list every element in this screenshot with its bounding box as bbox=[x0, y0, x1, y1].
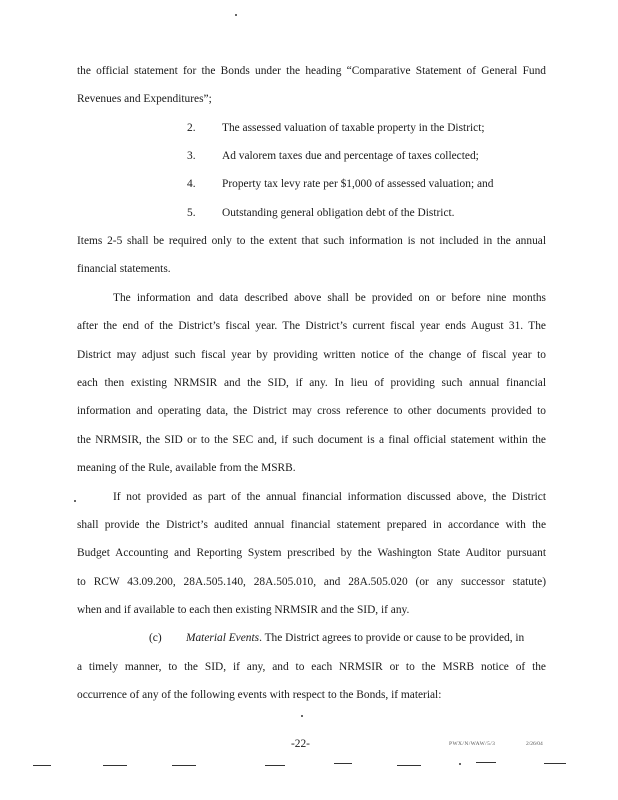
scan-artifact bbox=[33, 765, 51, 766]
list-item: Ad valorem taxes due and percentage of taxes collected; bbox=[222, 150, 479, 162]
section-heading: Material Events bbox=[186, 632, 260, 644]
scan-artifact bbox=[476, 762, 496, 763]
body-line: when and if available to each then existing NRMSIR and the SID, if any. bbox=[77, 604, 410, 616]
document-date-code: 2/26/04 bbox=[526, 741, 543, 747]
body-line: the official statement for the Bonds under the heading “Comparative Statement of General Fund bbox=[77, 65, 546, 77]
body-line: shall provide the District’s audited annual financial statement prepared in accordance with the bbox=[77, 519, 546, 531]
body-line: meaning of the Rule, available from the MSRB. bbox=[77, 462, 296, 474]
scan-artifact bbox=[265, 765, 285, 766]
scan-artifact bbox=[544, 763, 566, 764]
document-code: PWX/N/WAW/5/3 bbox=[449, 741, 496, 747]
page-number: -22- bbox=[291, 738, 310, 750]
body-line: after the end of the District’s fiscal year. The District’s current fiscal year ends August 31. The bbox=[77, 320, 546, 332]
list-number: 5. bbox=[187, 207, 196, 219]
scan-artifact bbox=[334, 763, 352, 764]
body-line: If not provided as part of the annual financial information discussed above, the District bbox=[113, 491, 546, 503]
body-line: to RCW 43.09.200, 28A.505.140, 28A.505.010, and 28A.505.020 (or any successor statute) bbox=[77, 576, 546, 588]
list-item: Property tax levy rate per $1,000 of assessed valuation; and bbox=[222, 178, 494, 190]
body-line: the NRMSIR, the SID or to the SEC and, if such document is a final official statement within the bbox=[77, 434, 546, 446]
section-first-text: . The District agrees to provide or cause to be provided, in bbox=[259, 632, 525, 644]
scan-artifact bbox=[397, 765, 421, 766]
section-first-line bbox=[186, 632, 524, 644]
scan-speck bbox=[459, 763, 461, 765]
scan-speck bbox=[301, 715, 303, 717]
scan-speck bbox=[235, 14, 237, 16]
body-line: Revenues and Expenditures”; bbox=[77, 93, 212, 105]
section-label: (c) bbox=[149, 632, 162, 644]
scan-speck bbox=[74, 500, 76, 502]
body-line: Budget Accounting and Reporting System prescribed by the Washington State Auditor pursuant bbox=[77, 547, 546, 559]
body-line: each then existing NRMSIR and the SID, if any. In lieu of providing such annual financial bbox=[77, 377, 546, 389]
body-line: a timely manner, to the SID, if any, and to each NRMSIR or to the MSRB notice of the bbox=[77, 661, 546, 673]
body-line: The information and data described above shall be provided on or before nine months bbox=[113, 292, 546, 304]
list-number: 3. bbox=[187, 150, 196, 162]
scan-artifact bbox=[172, 765, 196, 766]
list-item: Outstanding general obligation debt of the District. bbox=[222, 207, 455, 219]
list-number: 2. bbox=[187, 122, 196, 134]
body-line: information and operating data, the District may cross reference to other documents provided to bbox=[77, 405, 546, 417]
body-line: financial statements. bbox=[77, 263, 171, 275]
scan-artifact bbox=[103, 765, 127, 766]
list-item: The assessed valuation of taxable property in the District; bbox=[222, 122, 485, 134]
body-line: District may adjust such fiscal year by providing written notice of the change of fiscal year to bbox=[77, 349, 546, 361]
body-line: Items 2-5 shall be required only to the extent that such information is not included in the annual bbox=[77, 235, 546, 247]
body-line: occurrence of any of the following events with respect to the Bonds, if material: bbox=[77, 689, 442, 701]
list-number: 4. bbox=[187, 178, 196, 190]
